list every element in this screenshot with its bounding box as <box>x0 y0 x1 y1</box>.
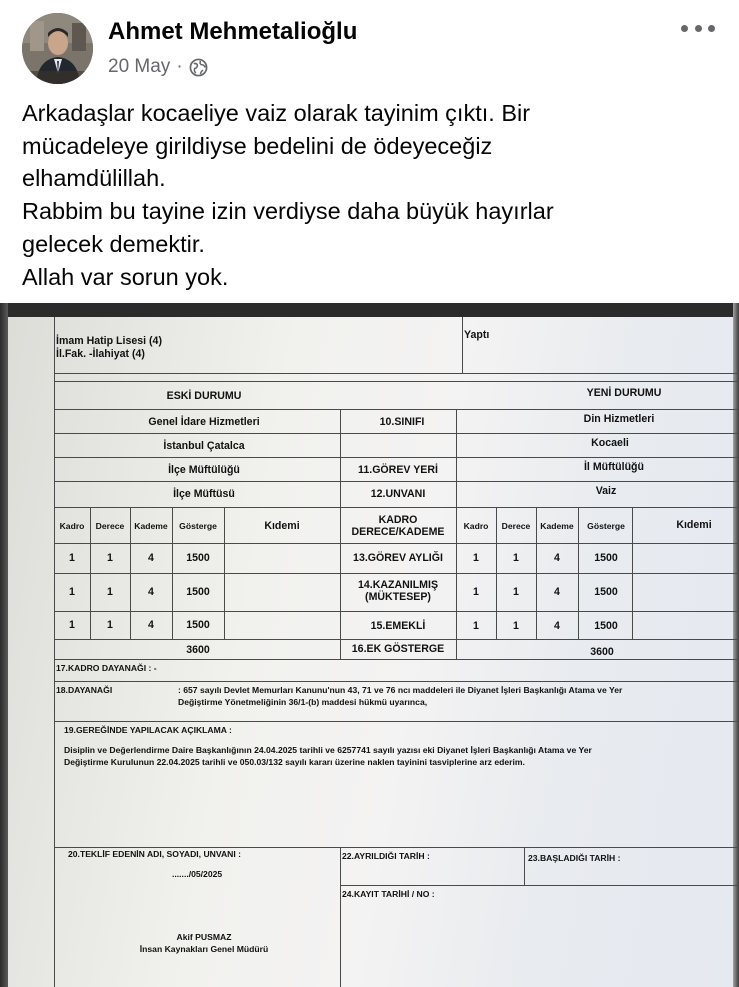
divider <box>54 433 739 434</box>
basis-label: 18.DAYANAĞI <box>56 685 113 695</box>
author-name[interactable]: Ahmet Mehmetalioğlu <box>108 18 358 45</box>
divider <box>340 409 341 659</box>
table-cell: 4 <box>554 586 560 598</box>
row-label: 15.EMEKLİ <box>370 620 426 632</box>
screen-left-bezel <box>0 303 8 987</box>
divider <box>54 611 739 612</box>
divider <box>172 507 173 639</box>
explanation-text: Değiştirme Kurulunun 22.04.2025 tarihli ve 050.03/132 sayılı kararı üzerine naklen tayinini tasviplerine arz ederim. <box>64 757 525 767</box>
table-cell: 1 <box>107 586 113 598</box>
table-cell: 1 <box>473 620 479 632</box>
globe-icon[interactable] <box>189 58 208 77</box>
old-class: Genel İdare Hizmetleri <box>148 416 260 428</box>
title-label: 12.UNVANI <box>370 488 426 500</box>
post-text-line: elhamdülillah. <box>22 165 166 192</box>
appointment-document <box>54 317 739 987</box>
record-date-label: 24.KAYIT TARİHİ / NO : <box>342 889 435 899</box>
post-header <box>0 0 739 95</box>
mid-header: DERECE/KADEME <box>351 526 445 538</box>
post-date[interactable]: 20 May <box>108 56 171 77</box>
divider <box>536 507 537 639</box>
col-kidemi: Kıdemi <box>264 520 300 532</box>
avatar-photo-icon <box>22 13 93 84</box>
divider <box>54 481 739 482</box>
col-gosterge: Gösterge <box>179 521 217 531</box>
post-text-line: Arkadaşlar kocaeliye vaiz olarak tayinim çıktı. Bir <box>22 100 531 126</box>
post-text-line: gelecek demektir. <box>22 230 205 257</box>
new-class: Din Hizmetleri <box>583 413 655 425</box>
meta-separator: · <box>176 56 183 77</box>
education-line: İmam Hatip Lisesi (4) <box>56 335 162 347</box>
old-status-header: ESKİ DURUMU <box>166 390 242 402</box>
table-cell: 1500 <box>594 552 618 564</box>
table-cell: 1500 <box>186 552 210 564</box>
table-cell: 4 <box>554 552 560 564</box>
explanation-text: Disiplin ve Değerlendirme Daire Başkanlığının 24.04.2025 tarihli ve 6257741 sayılı yazısı eki Diyanet İşleri Başkanlığı Atama ve Yer <box>64 745 592 755</box>
signer-title: İnsan Kaynakları Genel Müdürü <box>139 944 269 954</box>
new-title: Vaiz <box>595 485 617 497</box>
table-cell: 1 <box>69 619 75 631</box>
explanation-label: 19.GEREĞİNDE YAPILACAK AÇIKLAMA : <box>64 725 232 735</box>
staff-basis: 17.KADRO DAYANAĞI : - <box>56 663 157 673</box>
start-date-label: 23.BAŞLADIĞI TARİH : <box>528 853 621 863</box>
yapti-label: Yaptı <box>464 329 490 341</box>
col-kadro: Kadro <box>59 521 85 531</box>
dot-icon <box>708 25 715 32</box>
education-line: İl.Fak. -İlahiyat (4) <box>56 348 145 360</box>
table-cell: 1500 <box>186 619 210 631</box>
divider <box>524 847 525 885</box>
old-title: İlçe Müftüsü <box>173 488 235 500</box>
screen-top-bezel <box>0 303 739 317</box>
divider <box>54 639 739 640</box>
divider <box>496 507 497 639</box>
table-cell: 1 <box>513 586 519 598</box>
col-kadro: Kadro <box>463 521 489 531</box>
table-cell: 1500 <box>186 586 210 598</box>
divider <box>340 847 341 987</box>
old-location: İstanbul Çatalca <box>163 440 245 452</box>
divider <box>54 409 739 410</box>
divider <box>130 507 131 639</box>
divider <box>90 507 91 639</box>
table-cell: 1 <box>69 552 75 564</box>
divider <box>578 507 579 639</box>
table-cell: 1 <box>107 552 113 564</box>
row-label: (MÜKTESEP) <box>365 591 431 603</box>
col-kademe: Kademe <box>134 521 168 531</box>
table-cell: 1 <box>107 619 113 631</box>
post-text-line: Rabbim bu tayine izin verdiyse daha büyük hayırlar <box>22 198 554 225</box>
duty-place-label: 11.GÖREV YERİ <box>358 464 438 476</box>
divider <box>54 721 739 722</box>
new-location: Kocaeli <box>591 437 629 449</box>
divider <box>224 507 225 639</box>
table-cell: 4 <box>148 586 154 598</box>
extra-indicator-label: 16.EK GÖSTERGE <box>351 643 445 655</box>
divider <box>54 457 739 458</box>
signer-name: Akif PUSMAZ <box>176 932 232 942</box>
class-label: 10.SINIFI <box>379 416 425 428</box>
divider <box>54 847 739 848</box>
proposal-date: ......./05/2025 <box>172 869 223 879</box>
divider <box>54 507 739 508</box>
table-cell: 1 <box>513 620 519 632</box>
mid-header: KADRO <box>378 514 418 526</box>
avatar[interactable] <box>22 13 93 84</box>
table-cell: 1 <box>69 586 75 598</box>
row-label: 13.GÖREV AYLIĞI <box>353 552 443 564</box>
divider <box>456 409 457 659</box>
divider <box>632 507 633 639</box>
proposer-label: 20.TEKLİF EDENİN ADI, SOYADI, UNVANI : <box>68 849 242 859</box>
row-label: 14.KAZANILMIŞ <box>357 579 439 591</box>
table-cell: 4 <box>148 552 154 564</box>
more-options-icon[interactable] <box>681 20 715 36</box>
divider <box>54 381 739 382</box>
post-text <box>22 97 722 293</box>
divider <box>54 681 739 682</box>
col-derece: Derece <box>501 521 531 531</box>
new-status-header: YENİ DURUMU <box>586 387 662 399</box>
table-cell: 1 <box>473 586 479 598</box>
post-meta <box>108 56 208 78</box>
old-extra-indicator: 3600 <box>186 644 210 656</box>
dot-icon <box>695 25 702 32</box>
divider <box>54 317 55 987</box>
new-extra-indicator: 3600 <box>590 646 614 658</box>
divider <box>340 885 739 886</box>
new-unit: İl Müftülüğü <box>583 461 645 473</box>
old-unit: İlçe Müftülüğü <box>168 464 240 476</box>
table-cell: 1500 <box>594 586 618 598</box>
col-derece: Derece <box>95 521 125 531</box>
basis-text: : 657 sayılı Devlet Memurları Kanunu'nun 43, 71 ve 76 ncı maddeleri ile Diyanet İşleri Başkanlığı Atama ve Yer <box>178 685 623 695</box>
post-photo[interactable] <box>0 303 739 987</box>
leave-date-label: 22.AYRILDIĞI TARİH : <box>342 851 430 861</box>
basis-text: Değiştirme Yönetmeliğinin 36/1-(b) maddesi hükmü uyarınca, <box>178 697 428 707</box>
col-kademe: Kademe <box>540 521 574 531</box>
divider <box>54 543 739 544</box>
divider <box>54 373 739 374</box>
dot-icon <box>681 25 688 32</box>
divider <box>54 659 739 660</box>
table-cell: 1 <box>473 552 479 564</box>
post-text-line: mücadeleye girildiyse bedelini de ödeyeceğiz <box>22 132 493 159</box>
table-cell: 1 <box>513 552 519 564</box>
divider <box>54 573 739 574</box>
table-cell: 4 <box>554 620 560 632</box>
divider <box>462 317 463 373</box>
col-kidemi: Kıdemi <box>676 519 712 531</box>
table-cell: 1500 <box>594 620 618 632</box>
post-text-line: Allah var sorun yok. <box>22 263 229 290</box>
table-cell: 4 <box>148 619 154 631</box>
col-gosterge: Gösterge <box>587 521 625 531</box>
